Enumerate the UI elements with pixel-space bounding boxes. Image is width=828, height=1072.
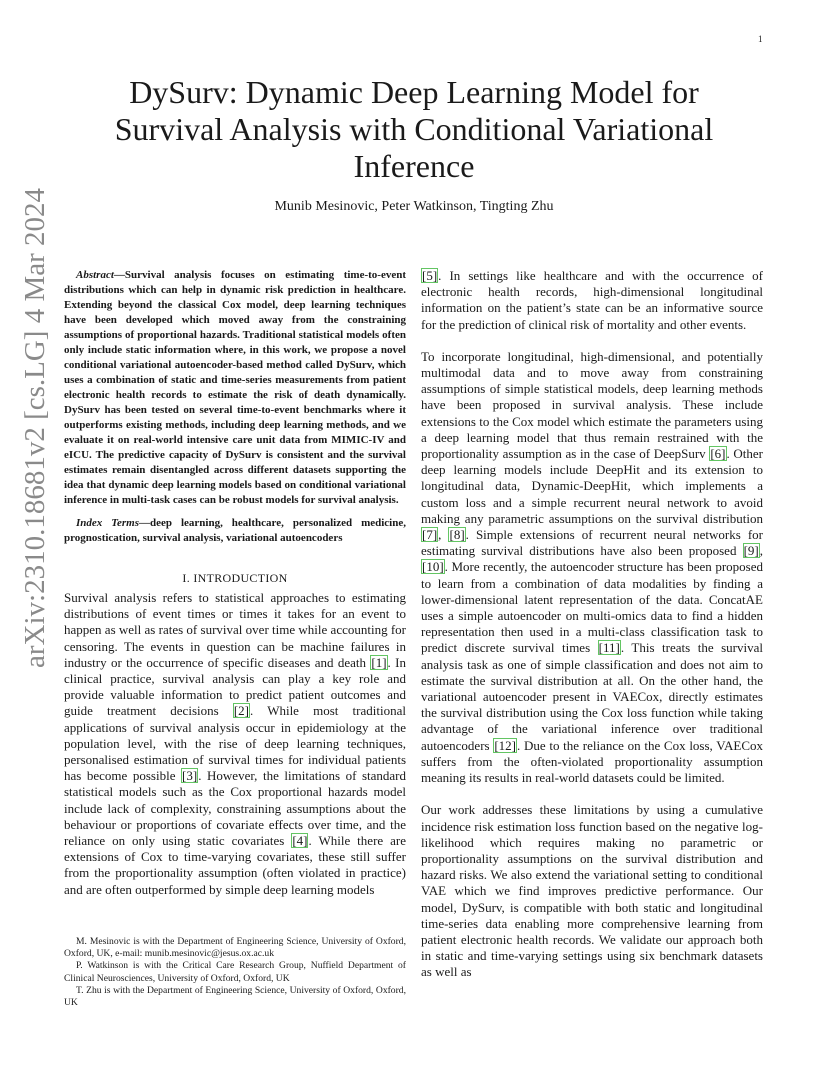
citation-link[interactable]: [6]: [710, 446, 726, 462]
intro-text: Our work addresses these limitations by using a cumulative incidence risk estimation loss function based on the negative log-likelihood which requires making no parametric or proportionality assumptions on the survival distribution and hazard risks. We also extend the variational setting to conditional VAE which we find improves predictive performance. Our model, DySurv, is compatible with both static and longitudinal time-series data enabling more comprehensive learning from patient electronic health records. We validate our approach both in static and time-varying settings using six benchmark datasets as well as: [421, 802, 763, 980]
citation-link[interactable]: [12]: [494, 737, 516, 753]
intro-text: . Due to the reliance on the Cox loss, VAECox suffers from the often-violated proportionality assumption meaning its results in real-world datasets could be limited.: [421, 737, 763, 786]
right-column: [421, 268, 763, 981]
index-terms: [64, 516, 406, 546]
citation-link[interactable]: [9]: [743, 543, 759, 559]
intro-text: . More recently, the autoencoder structure has been proposed to learn from a combination of data modalities by finding a lower-dimensional latent representation of the data. ConcatAE uses a simple autoencoder on multi-omics data to find a hidden representation then used in a multi-class classification task to predict discrete survival times: [421, 559, 763, 656]
intro-text: . Other deep learning models include DeepHit and its extension to longitudinal data, Dynamic-DeepHit, which implements a custom loss and a simple recurrent neural network to avoid making any parametric assumptions on the survival distribution: [421, 446, 763, 526]
author-affiliation-footnotes: [64, 936, 406, 1009]
intro-text: Survival analysis refers to statistical approaches to estimating distributions of event times or times it takes for an event to happen as well as rates of survival over time while accounting for censoring. The events in question can be machine failures in industry or the occurrence of specific diseases and death: [64, 590, 406, 670]
citation-link[interactable]: [8]: [449, 527, 465, 543]
intro-text: ,: [438, 527, 449, 543]
intro-paragraph-3: [421, 802, 763, 980]
citation-link[interactable]: [2]: [233, 703, 250, 719]
intro-text: . In clinical practice, survival analysis can play a key role and provide valuable information to predict patient outcomes and guide treatment decisions: [64, 654, 406, 719]
abstract: [64, 268, 406, 508]
intro-paragraph-continued: [421, 268, 763, 333]
citation-link[interactable]: [4]: [292, 833, 308, 849]
citation-link[interactable]: [3]: [182, 768, 198, 784]
footnote-mesinovic: M. Mesinovic is with the Department of Engineering Science, University of Oxford, Oxford, UK, e-mail: munib.mesinovic@jesus.ox.ac.uk: [64, 936, 406, 960]
intro-paragraph-1: [64, 590, 406, 898]
citation-link[interactable]: [11]: [598, 640, 620, 656]
paper-title: DySurv: Dynamic Deep Learning Model for Survival Analysis with Conditional Variational Inference: [114, 74, 714, 184]
citation-link[interactable]: [1]: [371, 654, 387, 670]
intro-text: To incorporate longitudinal, high-dimensional, and potentially multimodal data and to move away from constraining assumptions of simple statistical models, deep learning methods have been proposed in survival analysis. These include extensions to the Cox model which estimate the parameters using a deep learning model that thus remain restrained with the proportionality assumption as in the case of DeepSurv: [421, 348, 763, 462]
arxiv-identifier-stamp: [19, 187, 51, 668]
intro-text: . In settings like healthcare and with the occurrence of electronic health records, high-dimensional longitudinal information on the patient’s state can be an informative source for the prediction of clinical risk of mortality and other events.: [421, 268, 763, 332]
footnote-watkinson: P. Watkinson is with the Critical Care Research Group, Nuffield Department of Clinical Neurosciences, University of Oxford, Oxford, UK: [64, 960, 406, 984]
abstract-label: Abstract: [76, 269, 114, 281]
citation-link[interactable]: [7]: [422, 527, 438, 543]
author-list: Munib Mesinovic, Peter Watkinson, Tingting Zhu: [274, 199, 554, 214]
intro-text: . While most traditional applications of survival analysis occur in epidemiology at the population level, with the rise of deep learning techniques, personalised estimation of survival times for individual patients has become possible: [64, 703, 406, 784]
citation-link[interactable]: [10]: [422, 559, 444, 575]
intro-text: . This treats the survival analysis task as one of simple classification and does not aim to estimate the survival distribution at all. On the other hand, the variational autoencoder present in VAECox, directly estimates the survival distribution using the Cox loss function while taking advantage of the variational inference over traditional autoencoders: [421, 640, 764, 753]
page-number: 1: [758, 34, 763, 44]
index-terms-text: —deep learning, healthcare, personalized medicine, prognostication, survival analysis, variational autoencoders: [64, 517, 406, 544]
abstract-text: —Survival analysis focuses on estimating time-to-event distributions which can help in dynamic risk prediction in healthcare. Extending beyond the classical Cox model, deep learning techniques have been developed which moved away from the constraining assumptions of proportional hazards. Traditional statistical models often only include static information where, in this work, we propose a novel conditional variational autoencoder-based method called DySurv, which uses a combination of static and time-series measurements from patient electronic health records to estimate the risk of death dynamically. DySurv has been tested on several time-to-event benchmarks where it outperforms existing methods, including deep learning methods, and we evaluate it on real-world intensive care unit data from MIMIC-IV and eICU. The predictive capacity of DySurv is consistent and the survival estimates remain disentangled across different datasets supporting the idea that dynamic deep learning models based on conditional variational inference in multi-task cases can be robust models for survival analysis.: [64, 269, 406, 506]
intro-text: . However, the limitations of standard statistical models such as the Cox proportional hazards model include lack of complexity, constraining assumptions about the behaviour or proportions of covariate effects over time, and the reliance on only using static covariates: [64, 768, 406, 849]
intro-paragraph-2: [421, 349, 763, 786]
section-heading-introduction: I. INTRODUCTION: [182, 571, 288, 585]
intro-text: . While there are extensions of Cox to time-varying covariates, these still suffer from the proportionality assumption (often violated in practice) and are often outperformed by simple deep learning models: [64, 833, 406, 897]
intro-text: ,: [759, 543, 763, 559]
intro-text: . Simple extensions of recurrent neural networks for estimating survival distributions have also been proposed: [421, 527, 764, 559]
citation-link[interactable]: [5]: [422, 268, 438, 283]
footnote-zhu: T. Zhu is with the Department of Engineering Science, University of Oxford, Oxford, UK: [64, 984, 406, 1009]
left-column: [64, 268, 406, 898]
arxiv-identifier-text: arXiv:2310.18681v2 [cs.LG] 4 Mar 2024: [19, 187, 51, 668]
index-terms-label: Index Terms: [76, 517, 139, 529]
